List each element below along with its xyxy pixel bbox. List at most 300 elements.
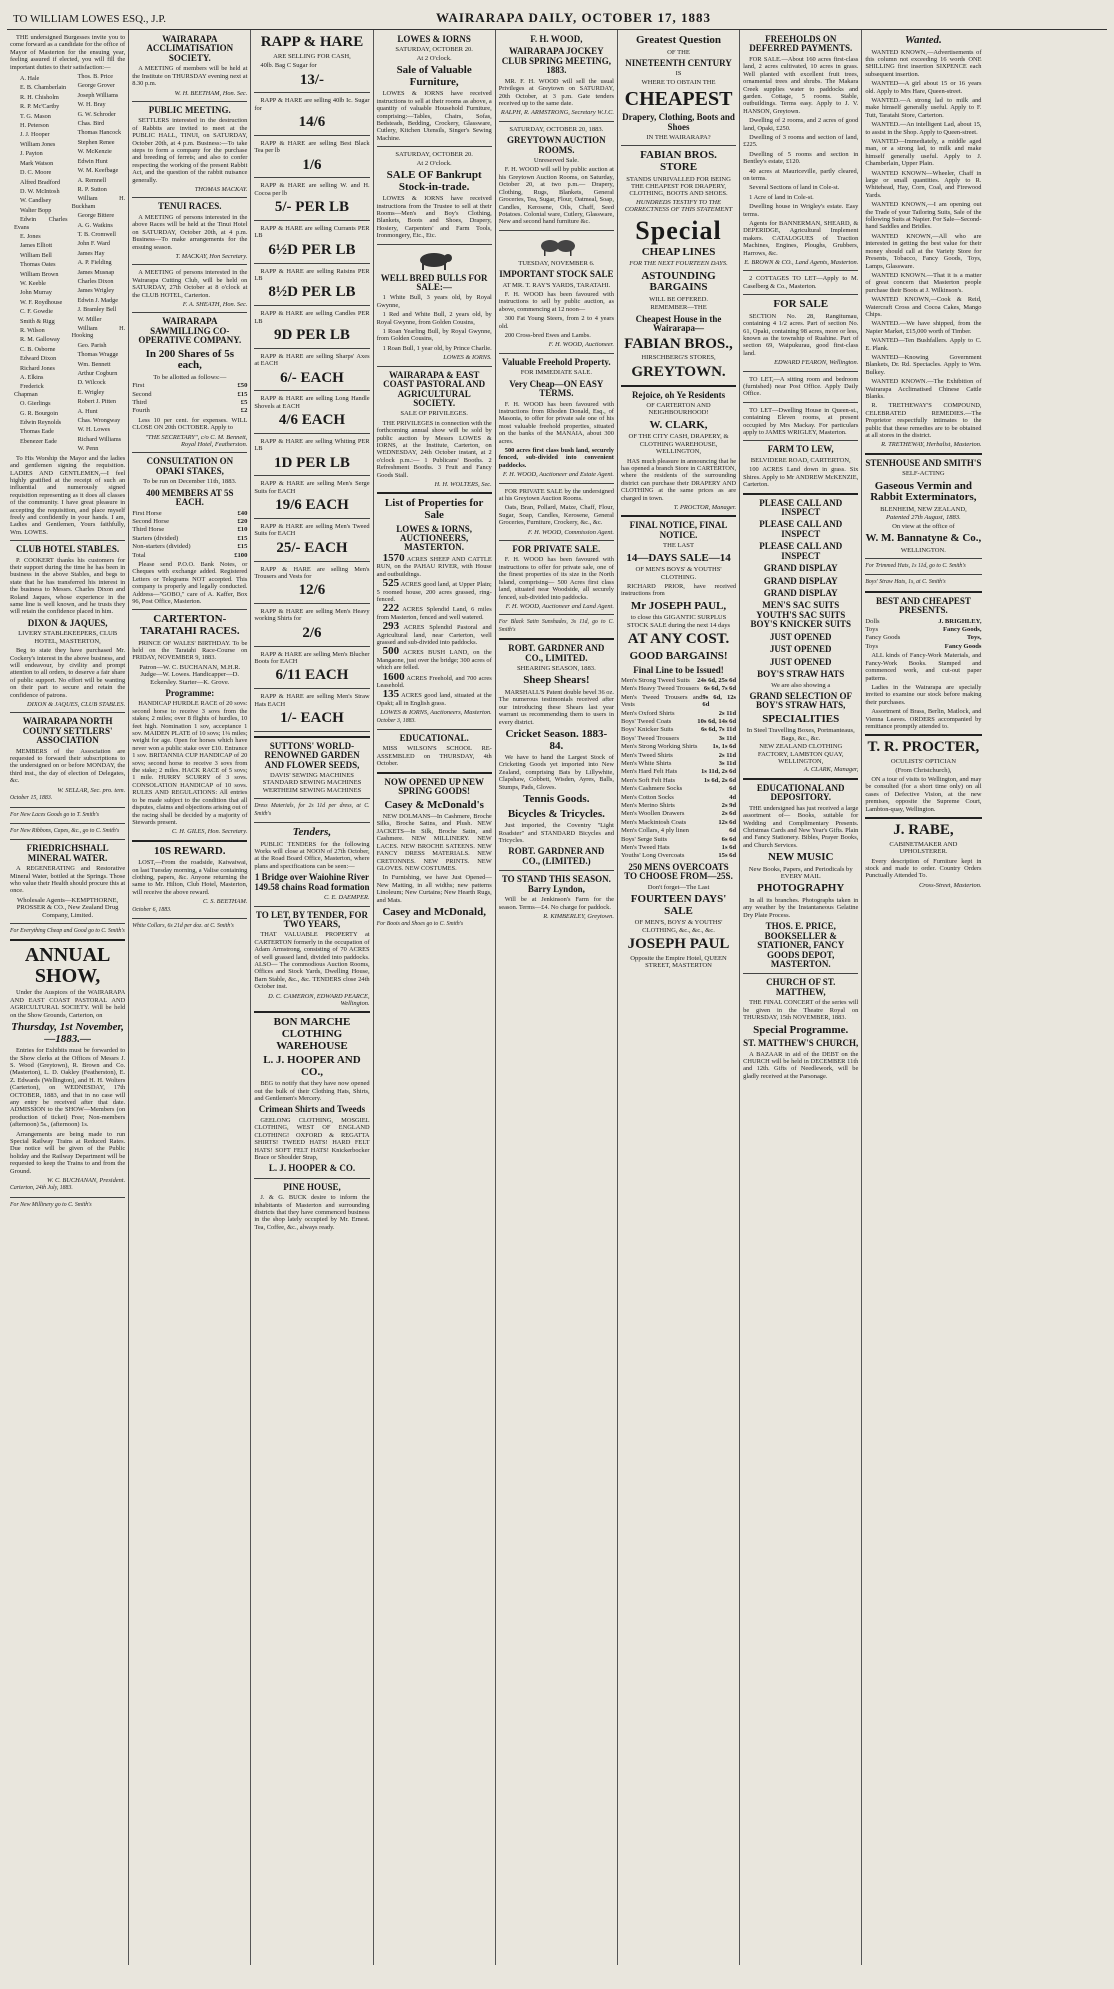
mens-suits: MEN'S SAC SUITS YOUTH'S SAC SUITS BOY'S KNICKER SUITS <box>750 600 851 630</box>
requisition-name: John Murray <box>20 289 52 297</box>
requisition-name: D. W. McIntosh <box>20 187 60 195</box>
opened-line: JUST OPENED <box>769 644 832 655</box>
price-row-value: 1s 6d <box>721 844 737 852</box>
requisition-name: Wm. Bennett <box>77 360 111 368</box>
club-heading: CLUB HOTEL STABLES. <box>16 544 120 555</box>
gas-sub: BLENHEIM, NEW ZEALAND, <box>880 505 967 513</box>
stock-sub: AT MR. T. RAY'S YARDS, TARATAHI. <box>502 281 611 289</box>
stock-heading: IMPORTANT STOCK SALE <box>499 269 614 280</box>
agents-sig: E. BROWN & CO., Land Agents, Masterton. <box>744 259 859 267</box>
requisition-name: Geo. Parish <box>77 341 107 349</box>
cons-text: Please send P.O.O. Bank Notes, or Cheques with exchange added. Registered Letters or Telegrams NOT accepted. This company is properly and legally conducted. Address—"GOBO," care of A. Kaffer, Box 96, Post Office, Masterton. <box>132 561 248 606</box>
wanted-item: WANTED—A girl about 15 or 16 years old. Apply to Mrs Hare, Queen-street. <box>865 80 982 95</box>
freeholds-text: FOR SALE.—About 160 acres first-class land, 2 acres cultivated, 10 acres in grass. Well planted with excellent fruit trees, ornamental trees and shrubs. The Makara Creek supplies water to paddocks and garden. Cottage, 5 rooms. Stable, outbuildings. Terms easy. Apply to J. V. HANSON, Greytown. <box>743 55 859 115</box>
price-row-value: 6s 6d, 7s 6d <box>703 685 737 693</box>
now-by: Casey & McDonald's <box>384 798 484 811</box>
coop-sub: To be allotted as follows:— <box>153 373 227 381</box>
free-heading: Valuable Freehold Property. <box>502 356 611 367</box>
rapp-item-price: 12/6 <box>298 582 326 599</box>
property-acres: 222 <box>382 602 400 615</box>
price-row <box>621 844 736 851</box>
requisition-name: E. Wrigley <box>77 388 105 396</box>
sale2-clock: At 2 O'clock. <box>416 159 452 167</box>
freeholds-heading: FREEHOLDS ON DEFERRED PAYMENTS. <box>749 34 853 54</box>
cons-row-value: £15 <box>237 543 248 551</box>
price-row-label: Men's Heavy Tweed Trousers <box>620 685 700 693</box>
rapp-item-text: RAPP & HARE are selling Men's Serge Suits for EACH <box>254 480 370 495</box>
price-row-value: 3s 11d <box>718 734 737 742</box>
requisition-name: Edwin J. Madge <box>77 296 118 304</box>
barry-text: Will be at Jenkinson's Farm for the season. Terms—£4. No charge for paddock. <box>498 896 614 911</box>
tenders-text: PUBLIC TENDERS for the following Works will close at NOON of 27th October, at the Road Board Office, Masterton, where plans and specifications can be seen:— <box>254 840 370 870</box>
requisition-name: Thomas Hancock <box>77 129 122 137</box>
coop-table <box>132 382 247 415</box>
cheap-text: F. H. WOOD has been favoured with instructions from Rhoden Donald, Esq., of Masonia, to offer for private sale one of his most valuable freehold properties, situated on the banks of the MANAIA, about 300 acres. <box>498 400 614 445</box>
settlers-text: MEMBERS of the Association are requested to forward their subscriptions to the undersigned on or before MONDAY, the third inst., the day of election of Delegates, &c. <box>10 747 126 785</box>
requisition-name: William Jones <box>20 140 56 148</box>
rapp-item-price: 19/6 EACH <box>275 497 349 514</box>
property-acres: 135 <box>382 688 400 701</box>
accl-heading: WAIRARAPA ACCLIMATISATION SOCIETY. <box>146 34 234 63</box>
rapp-item-text: RAPP & HARE are selling Men's Blucher Boots for EACH <box>254 650 370 666</box>
requisition-name: W. Miller <box>77 315 102 323</box>
bull-item: 1 Roan Yearling Bull, by Royal Gwynne, from Golden Cousins, <box>376 328 492 343</box>
requisition-name: George Grover <box>77 82 115 90</box>
requisition-name: W. Candlsey <box>20 197 52 205</box>
cons-row <box>132 518 247 525</box>
property-item <box>376 670 492 690</box>
price-row-value: 4d <box>729 793 737 801</box>
stock-items <box>499 315 614 339</box>
wanted-item: WANTED KNOWN,—Advertisements of this column not exceeding 16 words ONE SHILLING first insertion SIXPENCE each subsequent insertion. <box>865 48 982 78</box>
now-text-2: In Furnishing, we have Just Opened—New Matting, in all widths; new patterns Linoleum; New Curtains; New Hearth Rugs, and Mats. <box>376 874 492 904</box>
presents-text-3: Assortment of Brass, Berlin, Matlock, and Vienna Leaves. ORDERS accompanied by remittance promptly attended to. <box>865 708 982 730</box>
bannatyne: W. M. Bannatyne & Co., <box>865 532 982 545</box>
greytown-sub: Unreserved Sale. <box>533 157 579 165</box>
requisition-name: William Bell <box>20 251 52 259</box>
bull-item: 1 Roan Bull, 1 year old, by Prince Charlie. <box>382 344 492 352</box>
requisition-name: W. H. Bray <box>77 101 106 109</box>
coop-text: Less 10 per cent. for expenses. WILL CLOSE ON 20th OCTOBER. Apply to <box>132 416 248 432</box>
rapp-divider <box>254 561 369 562</box>
wanted-item: WANTED KNOWN.—The Exhibition of Wairarapa Acclimatised Chinese Cattle Blanks. <box>865 378 982 401</box>
fabian-text: STANDS UNRIVALLED FOR BEING THE CHEAPEST FOR DRAPERY, CLOTHING, BOOTS AND SHOES. <box>626 175 731 198</box>
presents-row <box>865 634 981 641</box>
rapp-divider <box>254 646 369 647</box>
bon-text: BEG to notify that they have now opened out the bulk of their Clothing Hats, Shirts, and Gentlemen's Mercery. <box>254 1080 370 1103</box>
bicycles-heading: Bicycles & Tricycles. <box>507 807 605 820</box>
jp-sub: to close this GIGANTIC SURPLUS STOCK SALE during the next 14 days <box>626 614 731 629</box>
requisition-name: W. Penn <box>77 445 99 453</box>
sale-clock: At 2 O'clock. <box>416 54 452 62</box>
seeds-text: DAVIS' SEWING MACHINES STANDARD SEWING MACHINES WERTHEIM SEWING MACHINES <box>262 772 362 794</box>
footnote: For New Millinery go to C. Smith's <box>10 1201 92 1208</box>
offered: WILL BE OFFERED. <box>649 295 708 303</box>
requisition-name: T. G. Mason <box>20 112 51 120</box>
farm-heading: FARM TO LEW, <box>767 444 834 455</box>
property-desc: ACRES Freehold, and 700 acres Leasehold. <box>376 674 492 689</box>
list-date: October 3, 1883. <box>376 717 416 724</box>
inspect-line: PLEASE CALL AND INSPECT <box>759 497 843 517</box>
footnote: For Everything Cheap and Good go to C. Smith's <box>10 928 125 935</box>
now-heading: NOW OPENED UP NEW SPRING GOODS! <box>384 776 484 797</box>
sale-lines <box>743 117 858 218</box>
requisition-name: J. J. Hooper <box>20 131 50 139</box>
special-heading: Special <box>635 215 722 245</box>
column-7 <box>740 30 862 1965</box>
price-row-label: Boys' Tweed Trousers <box>620 734 680 742</box>
requisition-name: W. F. Roydhouse <box>20 298 63 306</box>
greytown: GREYTOWN. <box>631 363 726 380</box>
presents-row <box>865 618 981 625</box>
property-item <box>376 688 492 707</box>
property-desc: ACRES BUSH LAND, on the Mangaone, just over the bridge; 300 acres of which are felled. <box>376 649 492 672</box>
nz-factory: NEW ZEALAND CLOTHING FACTORY, LAMBTON QUAY, WELLINGTON, <box>757 743 844 765</box>
price-row-label: Men's Oxford Shirts <box>620 709 675 717</box>
requisition-intro: THE undersigned Burgesses invite you to come forward as a candidate for the office of Mayor of Masterton for the ensuing year, feeling assured if elected, you will fill the important duties to their satisfaction:— <box>10 34 126 71</box>
price-row-value: 24s 6d, 25s 6d <box>697 676 737 684</box>
cheapest-sub: Drapery, Clothing, Boots and Shoes <box>622 112 735 132</box>
rapp-divider <box>254 688 369 689</box>
fried-text: A REGENERATING and Restorative Mineral Water, bottled at the Springs. Those who value their Health should procure this at once. <box>10 865 126 895</box>
requisition-name: James Elliott <box>20 242 53 250</box>
bon-sig: L. J. HOOPER & CO. <box>268 1163 356 1174</box>
cons-row-label: Second Horse <box>132 517 169 525</box>
sten-heading: STENHOUSE AND SMITH'S <box>865 457 982 468</box>
wclark-text: HAS much pleasure in announcing that he has opened a branch Store in CARTERTON, where the residents of the surrounding district can purchase their DRAPERY AND CLOTHING at the same prices as are charged in town. <box>620 457 737 502</box>
coop-row <box>132 399 247 406</box>
masthead <box>7 6 1107 30</box>
footnote: For Black Satin Sunshades, 3s 11d, go to C. Smith's <box>498 619 614 633</box>
cons-row-value: £40 <box>237 509 248 517</box>
price-row-label: Men's Cotton Socks <box>620 793 674 801</box>
coop-row <box>132 382 247 389</box>
remember: REMEMBER—THE <box>650 304 707 312</box>
requisition-name: William Brown <box>20 270 59 278</box>
requisition-name: C. B. Osborne <box>20 345 56 353</box>
sale-line: Dwelling of 5 rooms and section in Bentley's estate, £120. <box>743 150 859 166</box>
wanted-item: WANTED KNOWN,—I am opening out the Trade of your Tailoring Suits, Sale of the following Suits at Napier. For Sale—Second-hand Saddles and Bridles. <box>865 201 982 231</box>
requisition-name: R. H. Chisholm <box>20 93 59 101</box>
question-of: OF THE <box>667 48 690 56</box>
coop-row-label: Fourth <box>132 407 150 415</box>
price-row-value: 2s 6d <box>721 810 737 818</box>
astounding: ASTOUNDING BARGAINS <box>641 269 716 294</box>
cons-row <box>132 543 247 550</box>
rapp-item-price: 1D PER LB <box>274 454 350 471</box>
in-wairarapa: IN THE WAIRARAPA? <box>646 134 711 142</box>
dixon-heading: DIXON & JAQUES, <box>27 617 108 628</box>
wanted-item: WANTED KNOWN—Wheeler, Chaff in large or small quantities. Apply to R. Whitehead, Hay, Corn, Coal, and Firewood Yards. <box>865 169 982 199</box>
display-lines <box>743 564 858 598</box>
music-text: New Books, Papers, and Periodicals by EVERY MAIL <box>748 865 853 881</box>
rabe-text: Every description of Furniture kept in stock and made to order. Country Orders Punctually Attended To. <box>865 857 982 880</box>
tenders-heading: Tenders, <box>292 826 332 839</box>
rapp-divider <box>254 220 369 221</box>
cheap-item: 500 acres first class bush land, securely fenced, sub-divided into convenient paddocks. <box>498 446 614 469</box>
rapp-divider <box>254 390 369 391</box>
sale-line: Dwelling house in Wrigley's estate. Easy terms. <box>743 203 859 218</box>
edu-dep-heading: EDUCATIONAL AND DEPOSITORY. <box>756 782 845 803</box>
reward-sig: C. S. BEETHAM. <box>202 898 248 906</box>
cons-row-value: £20 <box>237 517 248 525</box>
tenui-heading: TENUI RACES. <box>158 201 222 212</box>
edu-heading: EDUCATIONAL. <box>399 733 469 743</box>
pm-sig: THOMAS MACKAY. <box>194 186 248 194</box>
price-row <box>621 819 736 826</box>
final-notice: FINAL NOTICE, FINAL NOTICE. <box>629 520 728 540</box>
gas-text: Patented 27th August, 1883. <box>886 514 961 522</box>
overcoats: 250 MENS OVERCOATS TO CHOOSE FROM—25S. <box>624 861 733 882</box>
wanted-list <box>865 49 981 440</box>
sale-date: SATURDAY, OCTOBER 20. <box>395 46 473 54</box>
wcc-text: A MEETING of persons interested in the Wairarapa Cutting Club, will be held on SATURDAY, 27th October at 8 o'clock at the CLUB HOTEL, Carterton. <box>132 269 248 299</box>
masthead-title: WAIRARAPA DAILY, OCTOBER 17, 1883 <box>435 10 711 25</box>
inspect-lines <box>743 499 858 562</box>
fabian-heading: FABIAN BROS. STORE <box>640 149 717 174</box>
club-text: P. COOKERT thanks his customers for their support during the time he has been in business in the above Stables, and begs to state that he has transferred his interest in the business to Messrs. Charles Dixon and Roland Jaques, whose experience in the same line is well known, and he trusts they will retain the confidence placed in him. <box>10 556 126 616</box>
requisition-name: G. W. Schroder <box>77 110 116 118</box>
forsale-heading: FOR SALE <box>773 298 829 311</box>
property-desc: ACRES SHEEP AND CATTLE RUN, on the PAHAU RIVER, with House and outbuildings. <box>376 555 492 578</box>
property-desc: ACRES good land, situated at the Opaki; all in English grass. <box>376 692 492 707</box>
requisition-name: H. Peterson <box>20 122 49 130</box>
question-century: NINETEENTH CENTURY <box>625 57 732 68</box>
fabian-2-sub: HIRSCHBERG'S STORES, <box>641 354 716 362</box>
rapp-divider <box>254 433 369 434</box>
rapp-item-text: RAPP & HARE are selling Best Black Tea per lb <box>254 139 370 155</box>
fried-heading: FRIEDRICHSHALL MINERAL WATER. <box>26 843 109 863</box>
cons-row-value: £15 <box>237 534 248 542</box>
seeds-heading: SUTTONS' WORLD-RENOWNED GARDEN AND FLOWER SEEDS, <box>264 740 360 770</box>
grand-selection: GRAND SELECTION OF BOY'S STRAW HATS, <box>749 690 852 711</box>
price-row-value: 2s 11d <box>718 709 737 717</box>
settlers-sig: W. SELLAR, Sec. pro. tem. <box>57 786 126 794</box>
requisition-name: John F. Ward <box>77 240 111 248</box>
pastoral-text: THE PRIVILEGES in connection with the forthcoming annual show will be sold by public auction by Messrs LOWES & IORNS, at the Institute, Carterton, on WEDNESDAY, 24th October instant, at 2 o'clock p.m.:— 1 Publicans' Booths. 2 Refreshment Booths. 3 Fruit and Fancy Goods Stall. <box>376 419 492 479</box>
for-heading: FOR PRIVATE SALE. <box>512 544 601 555</box>
requisition-name: W. H. Lowes <box>77 426 111 434</box>
dixon-sig: DIXON & JAQUES, CLUB STABLES. <box>26 700 126 708</box>
races-prog: Programme: <box>165 687 215 698</box>
sale2-heading: SALE OF Bankrupt Stock-in-trade. <box>386 169 482 193</box>
tolet-2: TO LET—Dwelling House in Queen-st., containing Eleven rooms, at present occupied by Mrs Mackay. For particulars apply to JAMES WRIGLEY, Masterton. <box>743 406 859 437</box>
display-line: GRAND DISPLAY <box>763 588 838 599</box>
private-heading: FOR PRIVATE SALE by the undersigned at his Greytown Auction Rooms. <box>498 487 614 502</box>
price-row-label: Boys' Knicker Suits <box>620 726 674 734</box>
price-row-value: 10s 6d, 14s 6d <box>697 717 737 725</box>
rapp-item-text: RAPP & HARE are selling Candles PER LB <box>254 310 370 325</box>
barry-heading: TO STAND THIS SEASON. Barry Lyndon, <box>501 874 611 894</box>
rapp-item-text: RAPP & HARE are selling Men's Tweed Suits for EACH <box>254 522 370 538</box>
wanted-item: WANTED.—We have shipped, from the Napier Market, £15,000 worth of Timber. <box>865 320 982 335</box>
price-row-value: 6s 6d, 7s 11d <box>700 726 737 734</box>
show-date-2: Carterton, 24th July, 1883. <box>10 1185 73 1192</box>
shear-heading: SHEARING SEASON, 1883. <box>516 665 596 672</box>
stock-date: TUESDAY, NOVEMBER 6. <box>518 259 595 267</box>
requisition-name: Chas. Bird <box>77 120 105 128</box>
property-acres: 1570 <box>382 551 405 564</box>
accl-text: A MEETING of members will be held at the Institute on THURSDAY evening next at 8.30 p.m. <box>132 65 248 88</box>
cons-row-label: Total <box>132 551 146 559</box>
requisition-name: Charles Dixon <box>77 277 114 285</box>
rapp-item-text: RAPP & HARE are selling Men's Trousers and Vests for <box>254 565 370 580</box>
requisition-name: W. McKenzie <box>77 148 112 156</box>
cons-table <box>132 510 247 559</box>
requisition-name: O. Gierlings <box>20 400 51 408</box>
cons-row <box>132 510 247 517</box>
coop-row-value: £15 <box>237 390 248 398</box>
newspaper-page <box>7 6 1107 1976</box>
wanted-item: WANTED.—A strong lad to milk and make himself generally useful. Apply to F. Tutt, Taratahi Store, Carterton. <box>865 96 982 119</box>
photo-text: In all its branches. Photographs taken in any weather by the Instantaneous Gelatine Dry Plate Process. <box>743 897 859 919</box>
requisition-name: A. Elkins <box>20 374 44 382</box>
procter-sub-2: (From Christchurch), <box>895 766 952 774</box>
bull-item: 1 Red and White Bull, 2 years old, by Royal Gwynne, from Golden Cousins, <box>376 311 492 326</box>
price-row-label: Men's Collars, 4 ply linen <box>620 827 689 835</box>
sale-line: 40 acres at Mauriceville, partly cleared, on terms. <box>743 167 859 182</box>
property-item <box>376 602 492 621</box>
rapp-item-price: 2/6 <box>302 624 322 641</box>
cheap-sig: F. H. WOOD, Auctioneer and Estate Agent. <box>502 471 614 479</box>
bulls-sig: LOWES & IORNS. <box>443 354 492 362</box>
rapp-item-text: RAPP & HARE are selling W. and H. Cocoa per lb <box>254 182 370 197</box>
requisition-name: C. F. Gowdie <box>20 308 53 316</box>
final-line: Final Line to be Issued! <box>633 664 724 675</box>
procter-text: ON a tour of visits to Wellington, and may be consulted (for a short time only) on all cases of Defective Vision, at the new premises, opposite the Supreme Court, Lambton-quay, Wellington. <box>865 775 982 813</box>
opened-line: JUST OPENED <box>769 631 832 642</box>
price-row-value: 1s 6d, 2s 6d <box>703 776 737 784</box>
private-text: Oats, Bran, Pollard, Maize, Chaff, Flour, Sugar, Soap, Candles, Kerosene, General Groceries, Furniture, Crockery, &c., &c. <box>498 504 614 527</box>
price-row-label: Men's Merino Shirts <box>620 802 675 810</box>
requisition-name: William H. Hooking <box>71 325 126 340</box>
show-text-2: Entries for Exhibits must be forwarded to the Show clerks at the Offices of Messrs J. S. Wood (Greytown), R. Brown and Co. (Masterton), L. D. Oakley (Featherston), E. Z. Edwards (Wellington), and H. H. Wolters (Carterton), on WEDNESDAY, 17th OCTOBER, 1883, and that in no case will any entry be received after that date. ADMISSION to the SHOW—Members (on production of ticket) Free; Non-members (afternoon) 5s., (afternoon) 1s. <box>10 1047 126 1129</box>
requisition-name: Chas. Wrongway <box>77 417 121 425</box>
requisition-name: Ebenezer Eade <box>20 437 57 445</box>
tennis-heading: Tennis Goods. <box>523 793 590 806</box>
wclark-sub: OF THE CITY CASH, DRAPERY, & CLOTHING WAREHOUSE, WELLINGTON, <box>628 433 729 456</box>
presents-row-value: Fancy Goods <box>944 642 982 650</box>
cons-row <box>132 552 247 559</box>
pine-text: J. & G. BUCK desire to inform the inhabitants of Masterton and surrounding districts that they have commenced business in the shop lately occupied by Mr. Ernest. Tea, Coffee, &c., always ready. <box>254 1194 370 1231</box>
property-desc: ACRES Splendid Land, 6 miles from Masterton, fenced and well watered. <box>376 606 492 621</box>
cheapest-heading: CHEAPEST <box>624 88 733 111</box>
price-row-value: 3s 11d <box>718 760 737 768</box>
rabe-heading: J. RABE, <box>893 821 954 838</box>
sale2-text: LOWES & IORNS have received instructions from the Trustee to sell at their Rooms—Men's and Boy's Clothing, Blankets, Boots and Shoes, Drapery, Hosiery, Carpenters' and Farm Tools, Ironmongery, Etc., Etc. <box>376 195 492 240</box>
sale-line: Several Sections of land in Cole-st. <box>749 184 840 192</box>
property-acres: 525 <box>382 577 400 590</box>
let-sig: D. C. CAMERON, EDWARD PEARCE, Wellington. <box>268 992 370 1008</box>
question-heading: Greatest Question <box>636 34 722 46</box>
price-row <box>621 810 736 817</box>
races-text: PRINCE OF WALES' BIRTHDAY. To be held on the Taratahi Race-Course on FRIDAY, NOVEMBER 9, 1883. <box>132 639 248 662</box>
barry-sig: R. KIMBERLEY, Greytown. <box>543 912 614 920</box>
requisition-name: G. R. Bourgoin <box>20 409 59 417</box>
clark-manager: A. CLARK, Manager, <box>803 766 859 774</box>
price-row <box>621 726 736 733</box>
sten-sub: SELF-ACTING <box>902 470 945 478</box>
price-row <box>621 785 736 792</box>
property-item <box>376 620 492 646</box>
races-sub: Patron—W. C. BUCHANAN, M.H.R. Judge—W. Lowes. Handicapper—D. Eckersley. Starter—K. Grove. <box>139 663 241 686</box>
presents-heading: BEST AND CHEAPEST PRESENTS. <box>875 595 971 616</box>
column-3 <box>251 30 373 1965</box>
requisition-name: E. B. Chamberlain <box>20 84 67 92</box>
mens-2: OF MEN'S, BOYS' & YOUTHS' CLOTHING, &c., &c., &c. <box>634 919 723 934</box>
price-row <box>621 718 736 725</box>
cottages: 2 COTTAGES TO LET—Apply to M. Caselberg & Co., Masterton. <box>743 275 859 290</box>
price-row-value: 12s 6d <box>718 818 737 826</box>
price-row <box>621 794 736 801</box>
column-5 <box>496 30 618 1965</box>
church-heading: CHURCH OF ST. MATTHEW, <box>766 977 836 997</box>
gas-heading: Gaseous Vermin and Rabbit Exterminators, <box>870 479 977 504</box>
question-where: WHERE TO OBTAIN THE <box>641 78 716 86</box>
fried-sub: Wholesale Agents—KEMPTHORNE, PROSSER & CO., New Zealand Drug Company, Limited. <box>16 896 119 919</box>
price-row-label: Men's Soft Felt Hats <box>620 776 676 784</box>
question-is: IS <box>675 70 682 78</box>
coop-row-value: £5 <box>240 398 248 406</box>
rabe-sub: CABINETMAKER AND UPHOLSTERER. <box>889 840 958 856</box>
wanted-item: WANTED—Ten Bushfallers. Apply to C. E. Plank. <box>865 337 982 352</box>
sale-line: Dwelling of 3 rooms and section of land, £225. <box>743 133 859 149</box>
good-bargains: GOOD BARGAINS! <box>629 649 728 662</box>
presents-row <box>865 643 981 650</box>
the-last: THE LAST <box>663 542 694 550</box>
rabe-sig: Cross-Street, Masterton. <box>918 881 982 889</box>
wanted-heading: Wanted. <box>905 34 942 46</box>
jc-heading: WAIRARAPA JOCKEY CLUB SPRING MEETING, 1883. <box>501 46 611 76</box>
display-line: GRAND DISPLAY <box>763 575 838 586</box>
price-row-value: 6s 6d <box>721 835 737 843</box>
properties-list <box>376 551 492 707</box>
bannatyne-sub: WELLINGTON. <box>900 546 946 554</box>
requisition-name: Thomas Eade <box>20 428 54 436</box>
tenders-sig: C. E. DAEMPER. <box>323 894 370 902</box>
cheap-heading: Very Cheap—ON EASY TERMS. <box>509 378 604 399</box>
rapp-item-text: RAPP & HARE are selling 40lb Ic. Sugar for <box>254 97 370 112</box>
presents-row-label: Toys <box>865 642 879 650</box>
cons-row <box>132 526 247 533</box>
coop-row <box>132 407 247 414</box>
price-row <box>621 735 736 742</box>
price-row-value: 9s 6d, 12s 6d <box>702 693 737 709</box>
footnote: Boys' Straw Hats, 1s, at C. Smith's <box>865 579 946 586</box>
column-8 <box>862 30 984 1965</box>
cons-row-label: Third Horse <box>132 526 165 534</box>
presents-row-label: Fancy Goods <box>865 634 901 642</box>
coop-heading: WAIRARAPA SAWMILLING CO-OPERATIVE COMPANY. <box>138 316 242 346</box>
requisition-name: George Bittere <box>77 212 115 220</box>
requisition-name: A. Hunt <box>77 407 98 415</box>
rapp-item-price: 6/11 EACH <box>275 667 349 684</box>
wanted-item: WANTED—Knowing Government Blankets, Dr. Rd. Spectacles. Apply to Wm. Bulkey. <box>865 353 982 376</box>
fabian-2: FABIAN BROS., <box>624 335 733 352</box>
bon-text-2: GEELONG CLOTHING, MOSGIEL CLOTHING, WEST OF ENGLAND CLOTHING! OXFORD & REGATTA SHIRTS! TWEED HATS! HARD FELT HATS! SOFT FELT HATS! Knickerbocker Brace or Shoulder Strap, <box>254 1116 370 1161</box>
sheep-illustration-icon <box>532 235 580 257</box>
price-row-label: Men's Strong Working Shirts <box>620 743 698 751</box>
rapp-item-text: RAPP & HARE are selling Raisins PER LB <box>254 267 370 282</box>
jc-text: MR. F. H. WOOD will sell the usual Privileges at Greytown on SATURDAY, 20th October, at 3 p.m. Gate tenders received up to the same date. <box>498 77 614 107</box>
requisition-name: R. M. Galloway <box>20 336 60 344</box>
rapp-divider <box>254 603 369 604</box>
coop-row-label: First <box>132 382 145 390</box>
requisition-name: Walter Bopp <box>20 206 52 214</box>
price-row-value: 2s 9d <box>721 802 737 810</box>
show-date: Thursday, 1st November, —1883.— <box>11 1021 124 1045</box>
rejoice-sub: OF CARTERTON AND NEIGHBOURHOOD! <box>646 401 711 417</box>
